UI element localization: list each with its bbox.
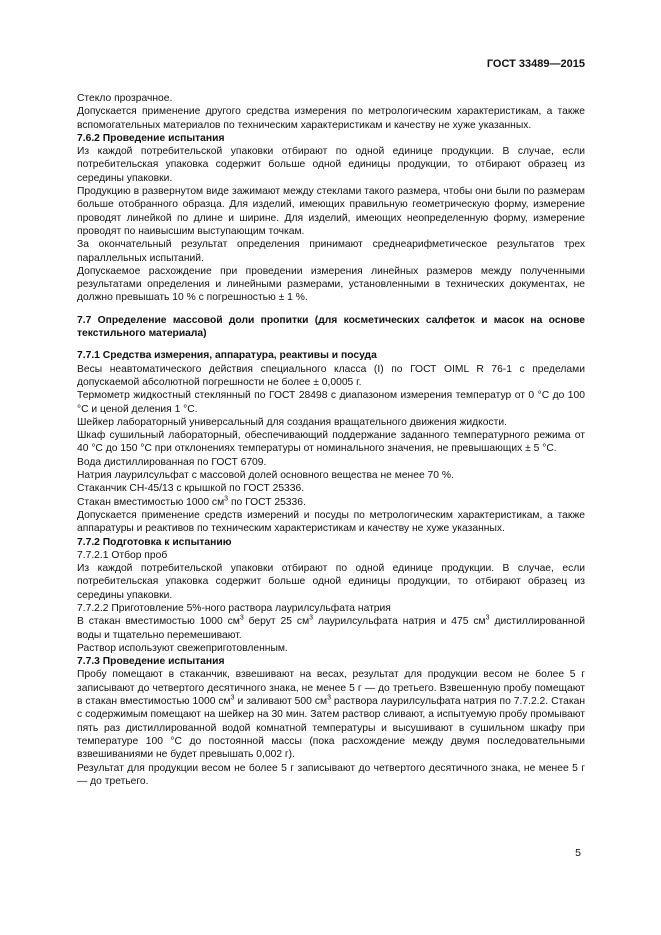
text-run: Стакан вместимостью 1000 см: [77, 496, 225, 508]
text-run: по ГОСТ 25336.: [228, 496, 306, 508]
paragraph: Результат для продукции весом не более 5 г записывают до четвертого десятичного знака, не менее 5 г — до третьего.: [77, 762, 585, 787]
paragraph: Шейкер лабораторный универсальный для создания вращательного движения жидкости.: [77, 416, 507, 428]
paragraph: Продукцию в развернутом виде зажимают между стеклами такого размера, чтобы они были по размерам больше отобранного образца. Для изделий, имеющих правильную геометрическую форму, измерение проводят линейкой по длине и ширине. Для изделий, имеющих неопределенную форму, измерение проводят по наивысшим выступающим точкам.: [77, 186, 585, 237]
page-number: 5: [575, 847, 581, 859]
section-heading: 7.7.3 Проведение испытания: [77, 656, 225, 668]
superscript: 3: [230, 694, 235, 702]
section-heading: 7.7.2 Подготовка к испытанию: [77, 536, 232, 548]
superscript: 3: [239, 614, 244, 622]
superscript: 3: [224, 495, 229, 503]
paragraph: Натрия лаурилсульфат с массовой долей основного вещества не менее 70 %.: [77, 470, 454, 482]
paragraph: Допускается применение другого средства измерения по метрологическим характеристикам, а также вспомогательных материалов по техническим характеристикам и качеству не хуже указанных.: [77, 106, 585, 131]
document-body: [77, 92, 585, 788]
paragraph: Вода дистиллированная по ГОСТ 6709.: [77, 456, 267, 468]
text-run: лаурилсульфата натрия и 475 см: [313, 616, 486, 628]
text-run: и заливают 500 см: [234, 696, 328, 708]
section-heading: 7.6.2 Проведение испытания: [77, 132, 225, 144]
paragraph: [77, 668, 585, 761]
paragraph: Из каждой потребительской упаковки отбирают по одной единице продукции. В случае, если потребительская упаковка содержит больше одной единицы продукции, то отбирают образец из середины упаковки.: [77, 563, 585, 601]
paragraph: [77, 496, 585, 509]
section-heading: 7.7 Определение массовой доли пропитки (для косметических салфеток и масок на основе текстильного материала): [77, 314, 585, 340]
paragraph: Стекло прозрачное.: [77, 93, 173, 104]
superscript: 3: [309, 614, 314, 622]
text-run: раствора лаурилсульфата натрия по 7.7.2.2. Стакан с содержимым помещают на шейкер на 30 мин. Затем раствор сливают, а испытуемую пробу промывают пять раз дистиллированной водой комнатной температуры и высушивают в сушильном шкафу при температуре 100 °С до постоянной массы (пока расхождение между двумя последовательными взвешиваниями не будет превышать 0,002 г).: [77, 696, 586, 761]
section-heading: 7.7.1 Средства измерения, аппаратура, реактивы и посуда: [77, 350, 377, 362]
subsection-heading: 7.7.2.1 Отбор проб: [77, 549, 168, 561]
paragraph: Шкаф сушильный лабораторный, обеспечивающий поддержание заданного температурного режима от 40 °С до 150 °С при отклонениях температуры от номинального значения, не превышающих ± 5 °С.: [77, 430, 585, 455]
paragraph: Термометр жидкостный стеклянный по ГОСТ 28498 с диапазоном измерения температур от 0 °С до 100 °С и ценой деления 1 °С.: [77, 390, 585, 415]
superscript: 3: [327, 694, 331, 702]
subsection-heading: 7.7.2.2 Приготовление 5%-ного раствора лаурилсульфата натрия: [77, 602, 391, 614]
paragraph: Допускаемое расхождение при проведении измерения линейных размеров между полученными результатами определения и линейными размерами, установленными в технических документах, не должно превышать 10 % с погрешностью ± 1 %.: [77, 265, 585, 304]
document-header: ГОСТ 33489—2015: [486, 58, 585, 70]
text-run: дистиллированной воды и тщательно перемешивают.: [77, 616, 585, 641]
paragraph: [77, 615, 585, 642]
paragraph: Из каждой потребительской упаковки отбирают по одной единице продукции. В случае, если потребительская упаковка содержит больше одной единицы продукции, то отбирают образец из середины упаковки.: [77, 146, 585, 184]
text-run: Пробу помещают в стаканчик, взвешивают на весах, результат для продукции весом не более 5 г записывают до четвертого десятичного знака, не менее 5 г — до третьего. Взвешенную пробу помещают в стакан вместимостью 1000 см: [77, 669, 585, 708]
paragraph: Допускается применение средств измерений и посуды по метрологическим характеристикам, а также аппаратуры и реактивов по техническим характеристикам и качеству не хуже указанных.: [77, 509, 585, 535]
text-run: берут 25 см: [243, 616, 310, 628]
text-run: В стакан вместимостью 1000 см: [77, 616, 240, 628]
paragraph: Стаканчик СН-45/13 с крышкой по ГОСТ 25336.: [77, 483, 305, 495]
paragraph: Раствор используют свежеприготовленным.: [77, 642, 288, 654]
paragraph: За окончательный результат определения принимают среднеарифметическое результатов трех параллельных испытаний.: [77, 239, 585, 264]
paragraph: Весы неавтоматического действия специального класса (I) по ГОСТ OIML R 76-1 с пределами допускаемой абсолютной погрешности не более ± 0,0005 г.: [77, 363, 585, 388]
superscript: 3: [485, 614, 490, 622]
